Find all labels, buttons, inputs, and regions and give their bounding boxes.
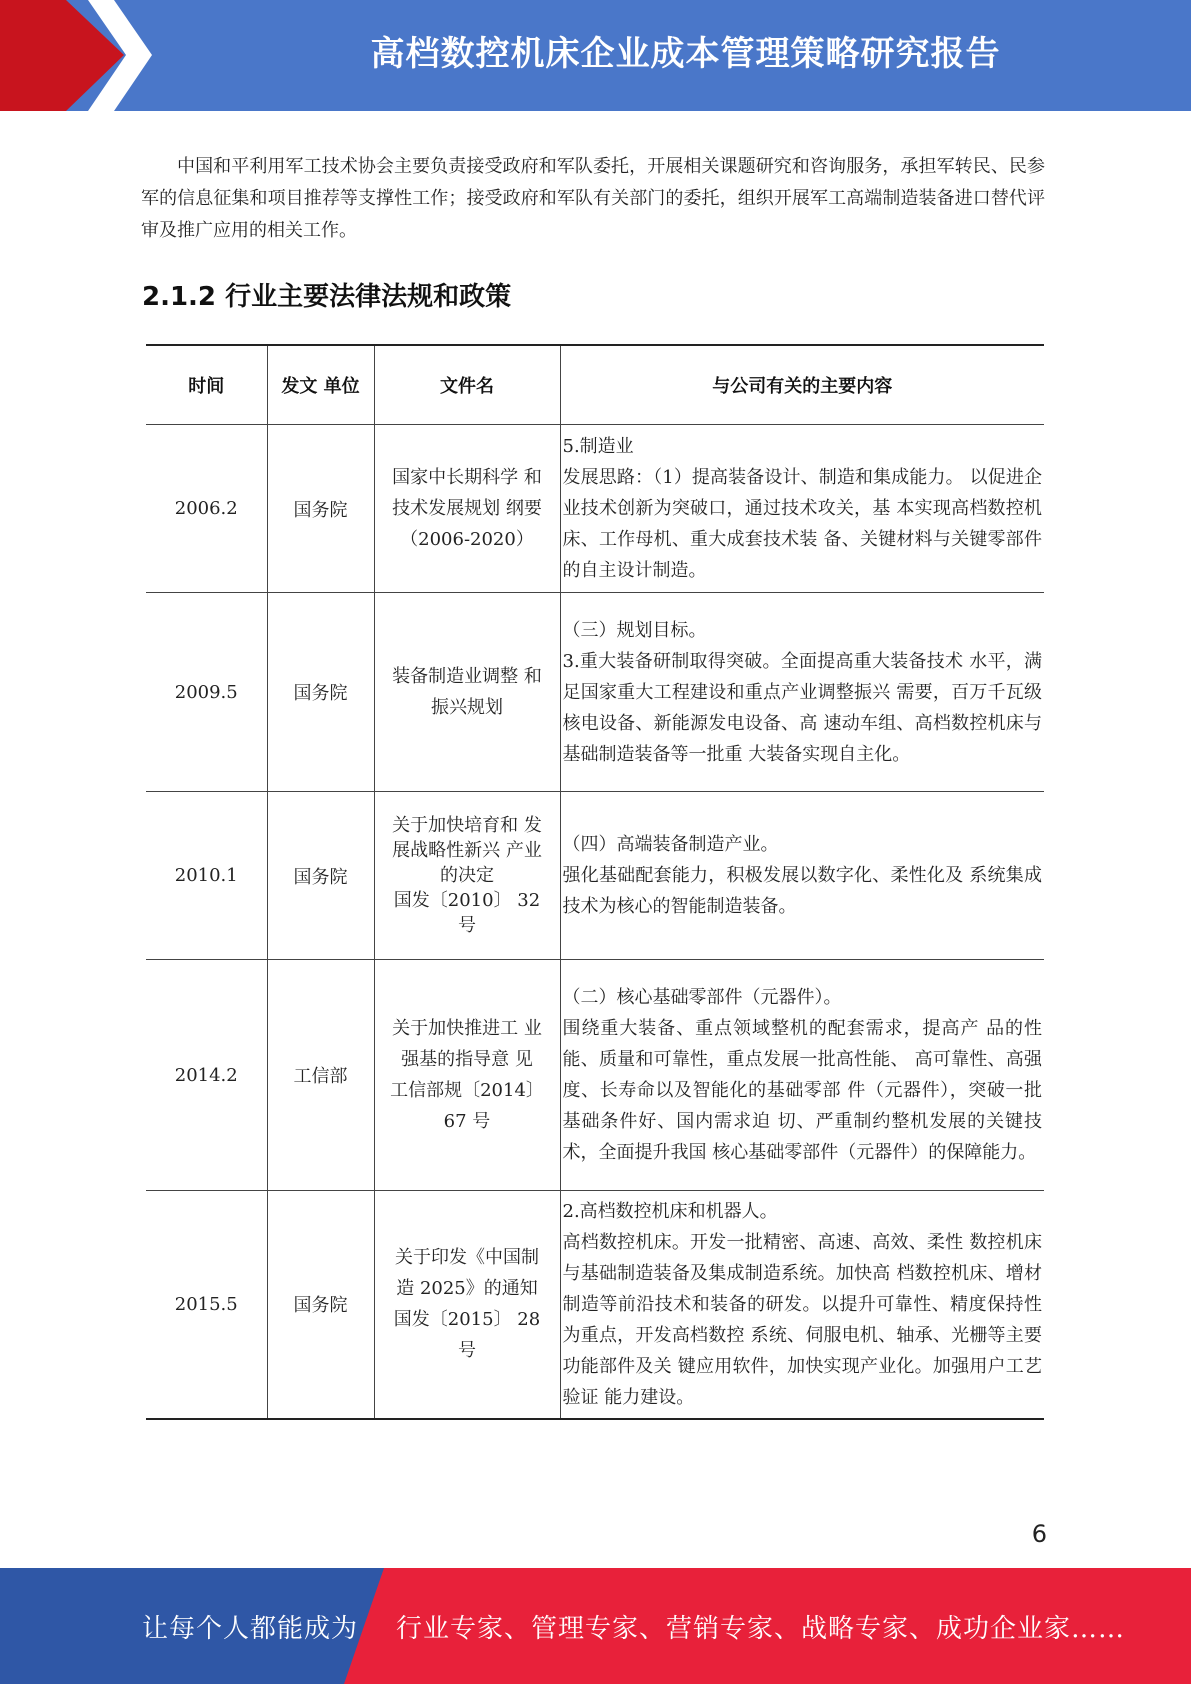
doc-line: 号 bbox=[458, 915, 476, 936]
content-line: 3.重大装备研制取得突破。全面提高重大装备技术 水平，满足国家重大工程建设和重点产业调整振兴 需要，百万千瓦级核电设备、新能源发电设备、高 速动车组、高档数控机床与基础制造装备等一批重 大装备实现自主化。 bbox=[562, 650, 1042, 765]
cell-document bbox=[374, 792, 560, 960]
cell-time: 2006.2 bbox=[146, 425, 267, 593]
cell-time: 2015.5 bbox=[146, 1191, 267, 1419]
table-row bbox=[146, 593, 1044, 792]
doc-line: 造 2025》的通知 bbox=[396, 1278, 538, 1300]
header-time: 时间 bbox=[146, 345, 267, 425]
section-heading: 2.1.2 行业主要法律法规和政策 bbox=[142, 282, 512, 312]
cell-issuer: 工信部 bbox=[267, 960, 374, 1191]
content-line: 围绕重大装备、重点领域整机的配套需求，提高产 品的性能、质量和可靠性，重点发展一批高性能、 高可靠性、高强度、长寿命以及智能化的基础零部 件（元器件），突破一批基础条件好、国内需求迫 切、严重制约整机发展的关键技术，全面提升我国 核心基础零部件（元器件）的保障能力。 bbox=[562, 1018, 1042, 1163]
table-row bbox=[146, 960, 1044, 1191]
table-row bbox=[146, 792, 1044, 960]
document-title: 高档数控机床企业成本管理策略研究报告 bbox=[370, 34, 1001, 74]
content-line: （三）规划目标。 bbox=[562, 619, 707, 641]
footer-slogan-right: 行业专家、管理专家、营销专家、战略专家、成功企业家…… bbox=[396, 1614, 1126, 1644]
cell-document bbox=[374, 1191, 560, 1419]
doc-line: 国家中长期科学 和 bbox=[392, 467, 542, 488]
doc-line: 关于印发《中国制 bbox=[395, 1247, 539, 1269]
doc-line: 国发〔2010〕 32 bbox=[393, 890, 541, 911]
cell-content bbox=[560, 425, 1044, 593]
intro-paragraph: 中国和平利用军工技术协会主要负责接受政府和军队委托，开展相关课题研究和咨询服务，承担军转民、民参军的信息征集和项目推荐等支撑性工作；接受政府和军队有关部门的委托，组织开展军工高端制造装备进口替代评审及推广应用的相关工作。 bbox=[141, 156, 1045, 241]
header-band bbox=[0, 0, 1191, 111]
header-issuer: 发文 单位 bbox=[267, 345, 374, 425]
cell-document bbox=[374, 960, 560, 1191]
doc-line: 关于加快推进工 业 bbox=[392, 1018, 542, 1039]
cell-issuer: 国务院 bbox=[267, 593, 374, 792]
cell-issuer: 国务院 bbox=[267, 792, 374, 960]
cell-time: 2014.2 bbox=[146, 960, 267, 1191]
header-arrow-decoration bbox=[0, 0, 160, 111]
cell-content bbox=[560, 1191, 1044, 1419]
doc-line: 67 号 bbox=[443, 1111, 491, 1132]
table-header-row bbox=[146, 345, 1044, 425]
header-content: 与公司有关的主要内容 bbox=[560, 345, 1044, 425]
cell-content bbox=[560, 593, 1044, 792]
table-row bbox=[146, 1191, 1044, 1419]
footer-slogan-left: 让每个人都能成为 bbox=[142, 1614, 359, 1644]
content-line: 5.制造业 bbox=[562, 436, 634, 457]
doc-line: （2006-2020） bbox=[400, 529, 534, 550]
content-line: 发展思路：（1）提高装备设计、制造和集成能力。 以促进企业技术创新为突破口，通过技术攻关，基 本实现高档数控机床、工作母机、重大成套技术装 备、关键材料与关键零部件的自主设计制造。 bbox=[562, 467, 1042, 581]
footer-band bbox=[0, 1568, 1191, 1684]
doc-line: 技术发展规划 纲要 bbox=[392, 498, 542, 519]
content-line: （四）高端装备制造产业。 bbox=[562, 834, 779, 855]
cell-content bbox=[560, 792, 1044, 960]
cell-time: 2009.5 bbox=[146, 593, 267, 792]
content-line: 高档数控机床。开发一批精密、高速、高效、柔性 数控机床与基础制造装备及集成制造系统。加快高 档数控机床、增材制造等前沿技术和装备的研发。以提升可靠性、精度保持性为重点，开发高档数控 系统、伺服电机、轴承、光栅等主要功能部件及关 键应用软件，加快实现产业化。加强用户工艺验证 能力建设。 bbox=[562, 1231, 1042, 1408]
table-row bbox=[146, 425, 1044, 593]
cell-document bbox=[374, 593, 560, 792]
doc-line: 强基的指导意 见 bbox=[401, 1049, 533, 1070]
cell-issuer: 国务院 bbox=[267, 1191, 374, 1419]
doc-line: 关于加快培育和 发 bbox=[392, 815, 542, 836]
doc-line: 国发〔2015〕 28 bbox=[393, 1309, 541, 1331]
doc-line: 号 bbox=[458, 1340, 476, 1362]
cell-time: 2010.1 bbox=[146, 792, 267, 960]
cell-content bbox=[560, 960, 1044, 1191]
doc-line: 工信部规〔2014〕 bbox=[390, 1080, 544, 1101]
doc-line: 的决定 bbox=[440, 865, 494, 886]
content-line: 2.高档数控机床和机器人。 bbox=[562, 1200, 778, 1222]
cell-document bbox=[374, 425, 560, 593]
cell-issuer: 国务院 bbox=[267, 425, 374, 593]
content-line: 强化基础配套能力，积极发展以数字化、柔性化及 系统集成技术为核心的智能制造装备。 bbox=[562, 865, 1042, 917]
doc-line: 展战略性新兴 产业 bbox=[392, 840, 542, 861]
header-document: 文件名 bbox=[374, 345, 560, 425]
doc-line: 振兴规划 bbox=[431, 697, 503, 718]
doc-line: 装备制造业调整 和 bbox=[392, 666, 542, 687]
content-line: （二）核心基础零部件（元器件）。 bbox=[562, 987, 842, 1008]
policy-table bbox=[146, 344, 1044, 1420]
page-number: 6 bbox=[1031, 1520, 1047, 1548]
